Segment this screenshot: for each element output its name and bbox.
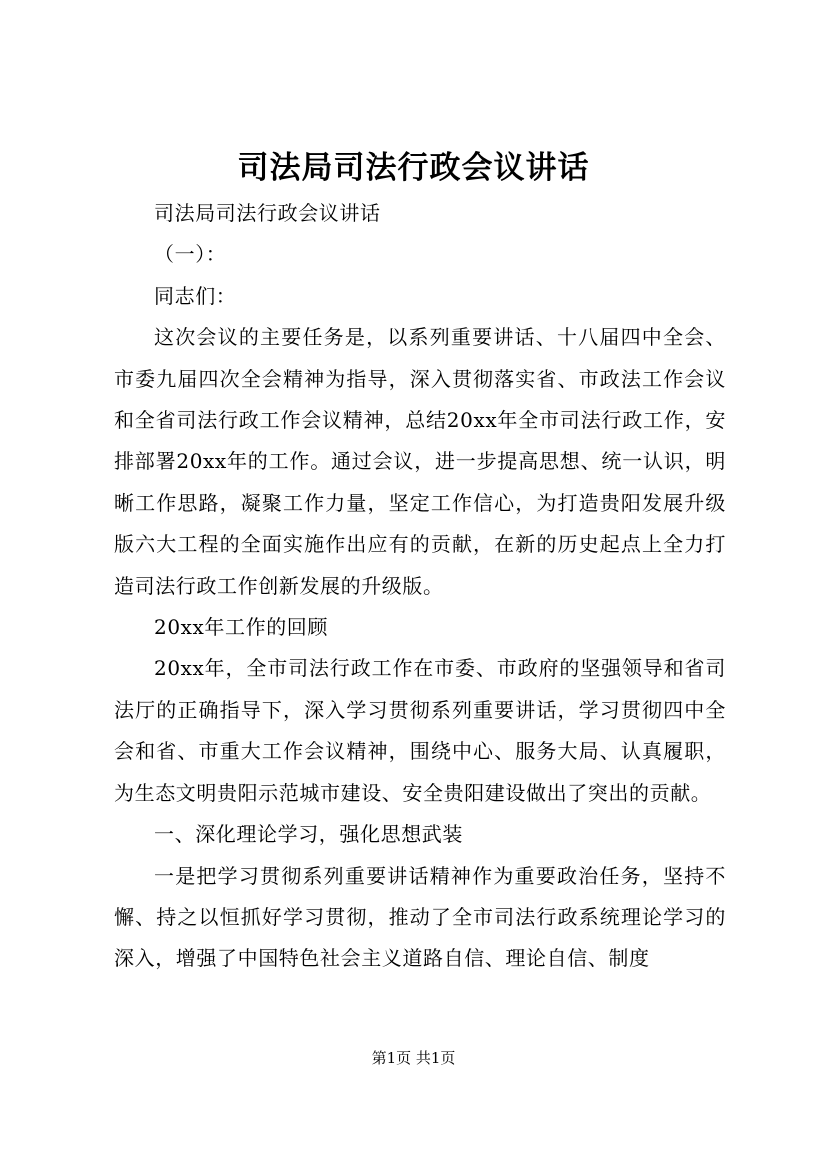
body-paragraph: 一是把学习贯彻系列重要讲话精神作为重要政治任务，坚持不懈、持之以恒抓好学习贯彻，推动了全市司法行政系统理论学习的深入，增强了中国特色社会主义道路自信、理论自信、制度: [114, 863, 726, 971]
body-paragraph: 这次会议的主要任务是，以系列重要讲话、十八届四中全会、市委九届四次全会精神为指导，深入贯彻落实省、市政法工作会议和全省司法行政工作会议精神，总结20xx年全市司法行政工作，安排部署20xx年的工作。通过会议，进一步提高思想、统一认识，明晰工作思路，凝聚工作力量，坚定工作信心，为打造贵阳发展升级版六大工程的全面实施作出应有的贡献，在新的历史起点上全力打造司法行政工作创新发展的升级版。: [114, 325, 726, 598]
subtitle-paragraph: 司法局司法行政会议讲话: [154, 201, 381, 225]
body-paragraph: 20xx年，全市司法行政工作在市委、市政府的坚强领导和省司法厅的正确指导下，深入学习贯彻系列重要讲话，学习贯彻四中全会和省、市重大工作会议精神，围绕中心、服务大局、认真履职，为生态文明贵阳示范城市建设、安全贵阳建设做出了突出的贡献。: [114, 656, 726, 805]
document-body: [114, 193, 726, 980]
section-marker-paragraph: （一）：: [154, 242, 227, 267]
page-number-footer: 第1页 共1页: [371, 1049, 456, 1067]
heading-paragraph: 一、深化理论学习，强化思想武装: [154, 822, 463, 847]
heading-paragraph: 20xx年工作的回顾: [154, 615, 329, 640]
document-title: 司法局司法行政会议讲话: [237, 150, 590, 186]
salutation-paragraph: 同志们：: [154, 283, 237, 308]
